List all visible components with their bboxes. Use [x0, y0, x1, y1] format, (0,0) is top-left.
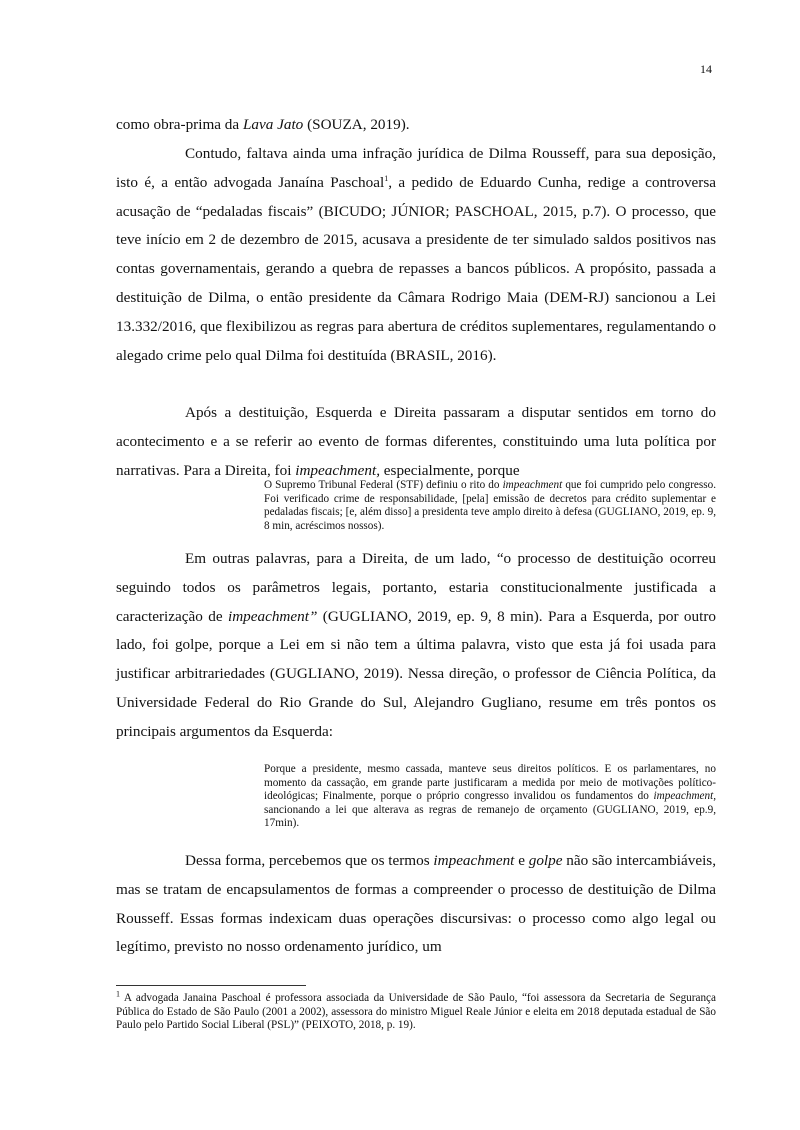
paragraph-4 [116, 545, 716, 747]
text: Dessa forma, percebemos que os termos [185, 852, 434, 869]
paragraph-2 [116, 140, 716, 370]
emphasis: Lava Jato [242, 116, 304, 133]
emphasis: golpe [528, 852, 563, 869]
paragraph-1 [116, 111, 716, 140]
text: sancionando a lei que alterava as regras de remanejo de orçamento (GUGLIANO, 2019, ep.9, 17min). [264, 803, 716, 830]
emphasis: impeachment, [295, 461, 380, 479]
text: como obra-prima da [116, 116, 243, 133]
text: (GUGLIANO, 2019, ep. 9, 8 min). Para a Esquerda, por outro lado, foi golpe, porque a Lei em si não tem a última palavra, visto que esta já foi usada para justificar arbitrariedades (GUGLIANO, 2019). Nessa direção, o professor de Ciência Política, da Universidade Federal do Rio Grande do Sul, Alejandro Gugliano, resume em três pontos os principais argumentos da Esquerda: [116, 607, 716, 740]
emphasis: impeachment [502, 479, 563, 491]
footnote-separator [116, 985, 306, 986]
text: não são intercambiáveis, mas se tratam de encapsulamentos de formas a compreender o processo de destituição de Dilma Rousseff. Essas formas indexicam duas operações discursivas: o processo como algo legal ou legítimo, previsto no nosso ordenamento jurídico, um [116, 852, 716, 956]
text: O Supremo Tribunal Federal (STF) definiu o rito do [264, 479, 503, 491]
block-quote-2 [264, 763, 716, 831]
paragraph-5 [116, 847, 716, 962]
paragraph-3 [116, 399, 716, 485]
block-quote-1 [264, 479, 716, 533]
text: porque [473, 461, 520, 479]
text: (SOUZA, 2019). [303, 116, 410, 133]
page-number: 14 [700, 62, 712, 76]
text: Em outras palavras, para a Direita, de um lado, “o processo de destituição ocorreu seguindo todos os parâmetros legais, portanto, estaria constitucionalmente justificada a caracterização de [116, 550, 716, 625]
footnote [116, 989, 716, 1033]
text: Contudo, faltava ainda uma infração jurídica de Dilma Rousseff, para sua deposição, isto é, a então advogada Janaína Paschoal [116, 145, 716, 191]
footnote-ref[interactable]: 1 [384, 173, 389, 183]
text: que foi cumprido pelo congresso. Foi verificado crime de responsabilidade, [pela] emissão de decretos para crédito suplementar e pedaladas fiscais; [e, além disso] a presidenta teve amplo direito à defesa (GUGLIANO, 2019, ep. 9, 8 min, acréscimos nossos). [264, 479, 716, 532]
text: Porque a presidente, mesmo cassada, manteve seus direitos políticos. E os parlamentares, no momento da cassação, em grande parte justificaram a medida por meio de motivações político-ideológicas; Finalmente, porque o próprio congresso invalidou os fundamentos do [264, 763, 716, 803]
text: , a pedido de Eduardo Cunha, redige a controversa acusação de “pedaladas fiscais” (BICUDO; JÚNIOR; PASCHOAL, 2015, p.7). O processo, que teve início em 2 de dezembro de 2015, acusava a presidente de ter simulado saldos positivos nas contas governamentais, gerando a quebra de repasses a bancos públicos. A propósito, passada a destituição de Dilma, o então presidente da Câmara Rodrigo Maia (DEM-RJ) sancionou a Lei 13.332/2016, que flexibilizou as regras para abertura de créditos suplementares, regulamentando o alegado crime pelo qual Dilma foi destituída (BRASIL, 2016). [116, 173, 716, 364]
text: e [514, 852, 529, 869]
text: especialmente [380, 461, 470, 479]
emphasis: impeachment [433, 852, 515, 869]
emphasis: impeachment” [227, 607, 318, 625]
footnote-text: A advogada Janaina Paschoal é professora associada da Universidade de São Paulo, “foi assessora da Secretaria de Segurança Pública do Estado de São Paulo (2001 a 2002), assessora do ministro Miguel Reale Júnior e eleita em 2018 deputada estadual de São Paulo pelo Partido Social Liberal (PSL)” (PEIXOTO, 2018, p. 19). [116, 992, 716, 1032]
footnote-marker: 1 [116, 989, 120, 999]
emphasis: , [469, 461, 474, 479]
emphasis: impeachment, [653, 790, 716, 803]
text: Após a destituição, Esquerda e Direita passaram a disputar sentidos em torno do acontecimento e a se referir ao evento de formas diferentes, constituindo uma luta política por narrativas. Para a Direita, foi [116, 404, 716, 479]
